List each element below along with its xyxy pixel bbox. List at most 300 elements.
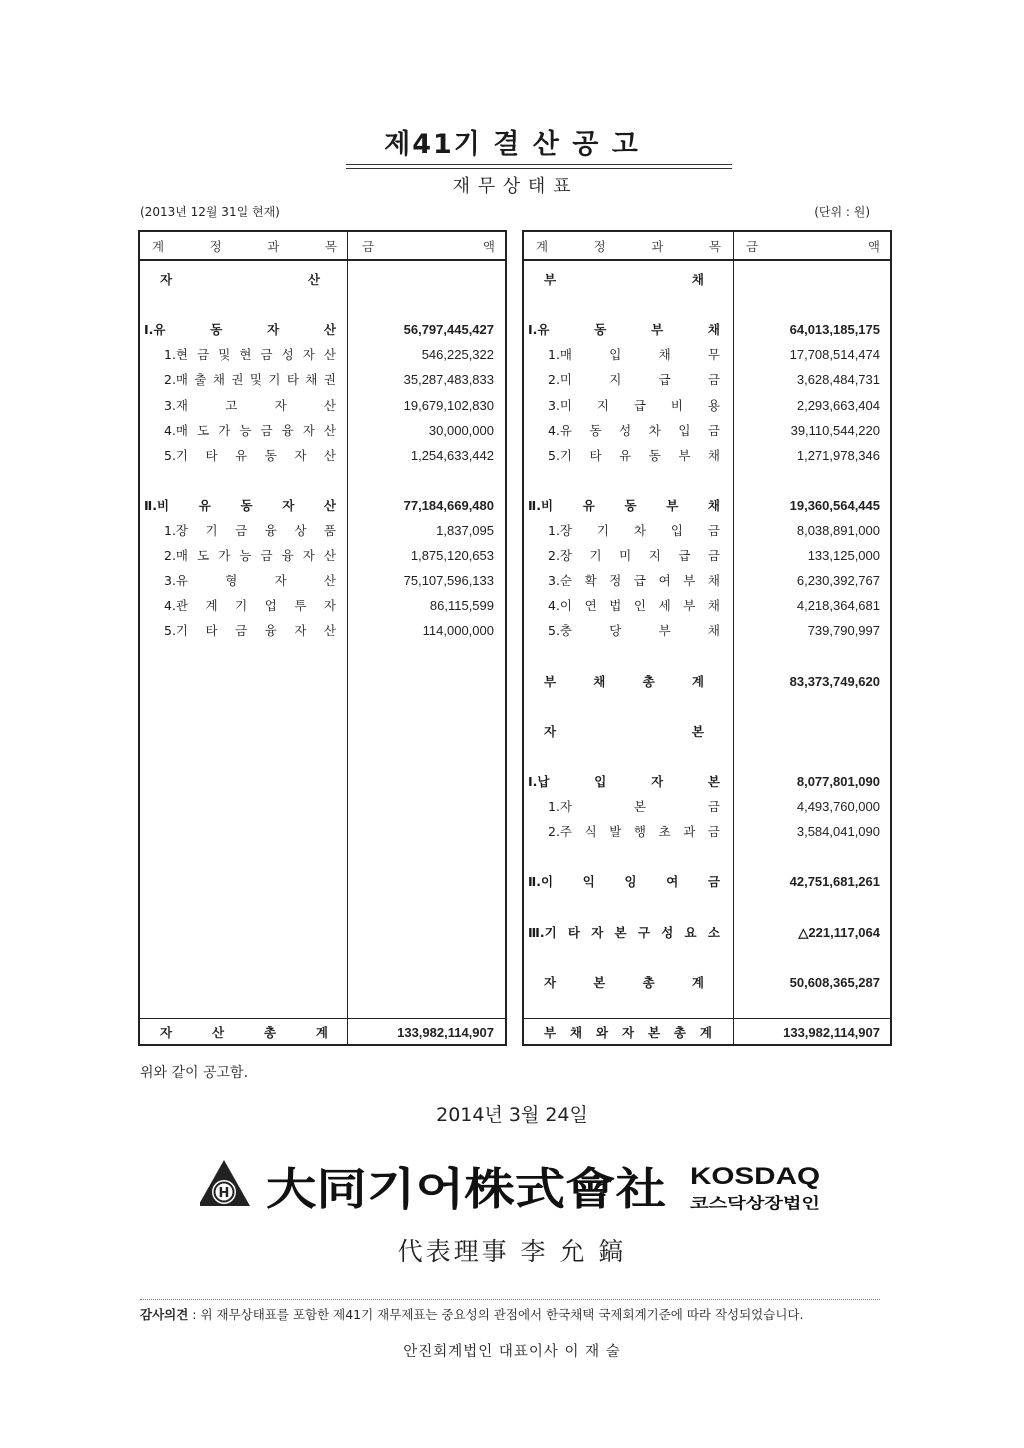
account-label-char: 과: [683, 824, 696, 840]
account-label-char: 차: [648, 422, 661, 438]
account-label-char: 산: [323, 447, 336, 463]
audit-opinion: [140, 1305, 803, 1323]
account-label-char: 자: [282, 497, 295, 513]
account-label-char: 본: [633, 799, 646, 815]
account-label-char: 요: [684, 924, 697, 940]
amount-cell: 56,797,445,427: [403, 322, 494, 338]
account-label-char: 동: [264, 447, 277, 463]
account-label-char: 계: [205, 598, 218, 614]
account-label: [144, 319, 336, 341]
account-label-char: 4.유: [548, 422, 573, 438]
account-label: [160, 269, 320, 291]
account-label-char: 채: [593, 673, 606, 689]
divider: [140, 1299, 880, 1300]
account-label-char: 급: [678, 548, 691, 564]
header-char: 액: [482, 239, 495, 254]
table-row: [524, 520, 890, 542]
table-row: [140, 545, 505, 567]
account-label-char: 기: [205, 523, 218, 538]
account-label: [164, 445, 336, 467]
account-label-char: 금: [197, 347, 210, 363]
table-row: [524, 545, 890, 567]
table-row: [524, 821, 890, 843]
account-label-char: 금: [260, 422, 273, 438]
amount-cell: 1,271,978,346: [796, 447, 880, 463]
account-label-char: 여: [658, 573, 671, 589]
account-label-char: 입: [594, 774, 607, 789]
account-label-char: 총: [263, 1025, 277, 1040]
account-label-char: 자: [621, 1025, 635, 1040]
account-label-char: 성: [281, 347, 294, 363]
header-account: [152, 237, 337, 255]
account-label-char: 도: [197, 548, 210, 564]
header-char: 금: [746, 239, 759, 254]
amount-cell: 546,225,322: [421, 347, 494, 363]
table-row: [140, 395, 505, 417]
table-row: [524, 871, 890, 893]
account-label: [544, 972, 704, 994]
account-label-char: 연: [584, 598, 597, 614]
account-label-char: 본: [593, 974, 606, 990]
account-label-char: 급: [633, 397, 646, 413]
account-label-char: 및: [249, 372, 262, 388]
account-label-char: 기: [589, 548, 602, 564]
account-label: [164, 420, 336, 442]
account-label-char: 융: [281, 548, 294, 564]
account-label-char: 자: [323, 598, 336, 614]
table-row: [524, 620, 890, 642]
account-label-char: 2.미: [548, 372, 573, 388]
account-label-char: 입: [678, 422, 691, 438]
table-row: [524, 1022, 890, 1044]
amount-cell: 86,115,599: [429, 598, 494, 614]
account-label-char: 현: [239, 347, 252, 363]
amount-cell: 1,875,120,653: [410, 548, 494, 564]
account-label-char: 타: [205, 447, 218, 463]
account-label-char: 부: [658, 623, 671, 639]
account-label-char: 4.관: [164, 598, 189, 614]
table-row: [524, 796, 890, 818]
account-label-char: 융: [264, 523, 277, 538]
account-label-char: 채: [658, 347, 671, 363]
account-label-char: 5.기: [164, 623, 189, 639]
account-label-char: 자: [294, 447, 307, 463]
amount-cell: 17,708,514,474: [789, 347, 880, 363]
account-label-char: 채: [707, 322, 720, 338]
account-label-char: 2.주: [548, 824, 573, 840]
account-label-char: 동: [624, 497, 637, 513]
account-label-char: 부: [683, 573, 696, 589]
account-label-char: 3.순: [548, 573, 573, 589]
header-char: 과: [651, 239, 664, 254]
account-label: [544, 721, 704, 743]
account-label: [548, 395, 720, 417]
account-label: [528, 771, 720, 793]
table-row: [524, 570, 890, 592]
account-label-char: 자: [302, 548, 315, 564]
account-label: [144, 495, 336, 517]
account-label-char: 1.현: [164, 347, 189, 363]
account-label-char: 유: [582, 497, 595, 513]
account-label: [548, 620, 720, 642]
account-label-char: 잉: [624, 874, 637, 890]
table-row: [524, 721, 890, 743]
account-label-char: 채: [707, 623, 720, 639]
account-label-char: 타: [205, 623, 218, 639]
account-label-char: 부: [544, 272, 557, 287]
account-label-char: 성: [661, 924, 674, 940]
account-label-char: 행: [633, 824, 646, 840]
table-row: [140, 520, 505, 542]
account-label-char: 산: [307, 272, 320, 287]
title-underline-2: [346, 168, 732, 169]
account-label-char: 기: [596, 523, 609, 538]
account-label-char: 업: [264, 598, 277, 614]
amount-cell: 739,790,997: [807, 623, 880, 639]
table-row: [524, 395, 890, 417]
account-label-char: 자: [302, 422, 315, 438]
account-label: [548, 570, 720, 592]
account-label-char: 자: [302, 347, 315, 363]
account-label: [548, 344, 720, 366]
account-label: [528, 922, 720, 944]
account-label-char: 유: [198, 497, 211, 513]
account-label-char: 식: [584, 824, 597, 840]
table-row: [524, 671, 890, 693]
account-label-char: 세: [658, 598, 671, 614]
header-char: 액: [867, 239, 880, 254]
table-row: [140, 319, 505, 341]
account-label-char: 타: [589, 447, 602, 463]
account-label-char: 무: [707, 347, 720, 363]
table-row: [524, 972, 890, 994]
amount-cell: 75,107,596,133: [403, 573, 494, 589]
table-row: [140, 570, 505, 592]
account-label: [164, 344, 336, 366]
amount-cell: 4,218,364,681: [796, 598, 880, 614]
account-label: [164, 369, 336, 391]
account-label: [164, 520, 336, 542]
account-label-char: Ⅰ.유: [528, 322, 550, 338]
account-label-char: 부: [544, 1025, 557, 1040]
account-label-char: 5.기: [164, 447, 189, 463]
account-label-char: 융: [281, 422, 294, 438]
account-label-char: 능: [239, 422, 252, 438]
table-row: [140, 269, 505, 291]
account-label-char: 계: [691, 673, 704, 689]
publication-date: 2014년 3월 24일: [436, 1104, 588, 1126]
account-label-char: Ⅲ.기: [528, 924, 557, 940]
account-label-char: 지: [609, 372, 622, 388]
account-label-char: 계: [691, 974, 704, 990]
amount-cell: 1,837,095: [436, 523, 494, 538]
header-amount: [746, 237, 880, 255]
account-label-char: 유: [235, 447, 248, 463]
account-label-char: 미: [619, 548, 632, 564]
account-label-char: 동: [648, 447, 661, 463]
account-label-char: 금: [235, 523, 248, 538]
amount-cell: 133,982,114,907: [783, 1025, 880, 1040]
account-label-char: 3.미: [548, 397, 573, 413]
account-label-char: 인: [633, 598, 646, 614]
account-label: [528, 319, 720, 341]
account-label-char: 가: [218, 422, 231, 438]
table-row: [140, 595, 505, 617]
account-label-char: 정: [609, 573, 622, 589]
account-label-char: 형: [225, 573, 238, 589]
account-label-char: 동: [210, 322, 223, 338]
account-label-char: 본: [647, 1025, 661, 1040]
account-label-char: 산: [323, 397, 336, 413]
page-title: 제41기 결 산 공 고: [384, 129, 640, 160]
table-row: [524, 771, 890, 793]
account-label: [548, 545, 720, 567]
account-label-char: 금: [707, 422, 720, 438]
account-label-char: 자: [160, 272, 173, 287]
account-label-char: 용: [707, 397, 720, 413]
account-label-char: 채: [569, 1025, 583, 1040]
account-label-char: 3.유: [164, 573, 189, 589]
title-underline: [346, 164, 732, 165]
account-label-char: 능: [239, 548, 252, 564]
account-label-char: 출: [194, 372, 207, 388]
account-label-char: 1.매: [548, 347, 573, 363]
account-label-char: 산: [211, 1025, 225, 1040]
account-label: [544, 671, 704, 693]
header-char: 금: [362, 239, 375, 254]
exchange-name: KOSDAQ: [690, 1163, 820, 1190]
account-label: [548, 420, 720, 442]
account-label-char: 금: [707, 523, 720, 538]
table-row: [524, 420, 890, 442]
header-char: 정: [209, 239, 222, 254]
account-label-char: 본: [614, 924, 627, 940]
account-label-char: 1.장: [548, 523, 573, 538]
account-label-char: 4.매: [164, 422, 189, 438]
account-label-char: 4.이: [548, 598, 573, 614]
auditor-name: 안진회계법인 대표이사 이 재 술: [403, 1344, 621, 1360]
table-row: [524, 595, 890, 617]
emblem-letter: H: [218, 1186, 230, 1201]
account-label-char: 채: [707, 598, 720, 614]
account-label-char: Ⅱ.이: [528, 874, 554, 890]
account-label-char: 익: [582, 874, 595, 890]
account-label-char: 자: [544, 974, 557, 990]
account-label-char: Ⅰ.유: [144, 322, 166, 338]
header-char: 계: [152, 239, 165, 254]
account-label-char: 계: [315, 1025, 328, 1040]
table-row: [524, 445, 890, 467]
account-label-char: 동: [240, 497, 253, 513]
account-label: [544, 1022, 712, 1044]
liabilities-table-header: [524, 232, 890, 261]
account-label-char: 자: [274, 397, 287, 413]
account-label-char: 산: [323, 347, 336, 363]
amount-cell: 30,000,000: [428, 422, 494, 438]
amount-cell: 35,287,483,833: [403, 372, 494, 388]
table-row: [140, 344, 505, 366]
account-label-char: 채: [707, 497, 720, 513]
statement-subtitle: 재 무 상 태 표: [452, 176, 572, 197]
company-name: 大同기어株式會社: [266, 1164, 666, 1215]
unit-note: (단위 : 원): [814, 205, 870, 219]
account-label-char: 투: [294, 598, 307, 614]
account-label: [548, 520, 720, 542]
amount-cell: 83,373,749,620: [789, 673, 880, 689]
account-label-char: 도: [197, 422, 210, 438]
account-label: [160, 1022, 328, 1044]
account-label-char: 당: [609, 623, 622, 639]
table-row: [524, 922, 890, 944]
ceo-signature: 代表理事 李 允 鎬: [397, 1237, 627, 1266]
date-note: (2013년 12월 31일 현재): [140, 205, 280, 219]
table-row: [140, 445, 505, 467]
table-row: [140, 369, 505, 391]
account-label-char: 발: [609, 824, 622, 840]
account-label-char: Ⅱ.비: [144, 497, 170, 513]
account-label: [164, 395, 336, 417]
account-label-char: 동: [589, 422, 602, 438]
account-label-char: 법: [609, 598, 622, 614]
account-label: [548, 595, 720, 617]
account-label-char: 자: [267, 322, 280, 338]
table-row: [524, 369, 890, 391]
table-row: [524, 344, 890, 366]
account-label: [544, 269, 704, 291]
account-label-char: 금: [707, 874, 720, 890]
account-label: [548, 821, 720, 843]
account-label-char: 구: [637, 924, 650, 940]
table-row: [524, 269, 890, 291]
account-label-char: 소: [707, 924, 720, 940]
account-label-char: 산: [323, 623, 336, 639]
account-label-char: 가: [218, 548, 231, 564]
account-label-char: 총: [673, 1025, 686, 1040]
account-label-char: 부: [678, 447, 691, 463]
account-label-char: 금: [707, 799, 720, 815]
account-label-char: 융: [264, 623, 277, 639]
account-label-char: 금: [707, 548, 720, 564]
audit-text: : 위 재무상태표를 포함한 제41기 재무제표는 중요성의 관점에서 한국채택 국제회계기준에 따라 작성되었습니다.: [188, 1307, 804, 1322]
account-label-char: 기: [268, 372, 281, 388]
account-label-char: 산: [323, 548, 336, 564]
account-label-char: 초: [658, 824, 671, 840]
amount-cell: 133,125,000: [807, 548, 880, 564]
amount-cell: 8,038,891,000: [796, 523, 880, 538]
header-char: 계: [536, 239, 549, 254]
liabilities-equity-table: [522, 230, 892, 1046]
account-label-char: Ⅰ.납: [528, 774, 550, 789]
table-row: [140, 495, 505, 517]
account-label-char: 금: [235, 623, 248, 639]
header-char: 목: [708, 239, 721, 254]
amount-cell: 6,230,392,767: [796, 573, 880, 589]
account-label-char: 총: [642, 974, 655, 990]
amount-cell: 1,254,633,442: [410, 447, 494, 463]
account-label-char: 확: [584, 573, 597, 589]
account-label-char: 입: [609, 347, 622, 363]
account-label: [528, 495, 720, 517]
account-label: [548, 369, 720, 391]
account-label-char: 자: [294, 623, 307, 639]
account-label-char: 권: [231, 372, 244, 388]
amount-cell: 8,077,801,090: [796, 774, 880, 789]
account-label-char: 채: [707, 447, 720, 463]
account-label-char: 기: [235, 598, 248, 614]
table-row: [140, 1022, 505, 1044]
listing-status: 코스닥상장법인: [688, 1194, 820, 1212]
account-label-char: 성: [619, 422, 632, 438]
table-row: [524, 319, 890, 341]
account-label-char: 자: [544, 723, 557, 739]
account-label-char: 산: [323, 573, 336, 589]
account-label-char: 급: [658, 372, 671, 388]
account-label-char: 채: [691, 272, 704, 287]
account-label-char: 5.충: [548, 623, 573, 639]
account-label-char: 산: [323, 322, 336, 338]
account-label: [164, 545, 336, 567]
table-row: [140, 420, 505, 442]
account-label-char: 자: [160, 1025, 173, 1040]
account-label-char: 산: [323, 497, 336, 513]
account-label-char: 지: [648, 548, 661, 564]
account-label-char: 금: [707, 824, 720, 840]
account-label: [548, 445, 720, 467]
account-label-char: 금: [707, 372, 720, 388]
account-label-char: 총: [642, 673, 655, 689]
account-label-char: 타: [567, 924, 580, 940]
account-label-char: 본: [707, 774, 720, 789]
header-char: 정: [593, 239, 606, 254]
account-label-char: 차: [633, 523, 646, 538]
account-label-char: 2.매: [164, 548, 189, 564]
account-label-char: 급: [633, 573, 646, 589]
account-label-char: 5.기: [548, 447, 573, 463]
table-row: [140, 620, 505, 642]
amount-cell: 4,493,760,000: [796, 799, 880, 815]
amount-cell: 64,013,185,175: [789, 322, 880, 338]
company-logo: [200, 1154, 830, 1216]
account-label: [164, 570, 336, 592]
amount-cell: 77,184,669,480: [403, 497, 494, 513]
account-label-char: 2.매: [164, 372, 189, 388]
table-row: [524, 495, 890, 517]
account-label-char: 채: [212, 372, 225, 388]
account-label-char: 고: [225, 397, 238, 413]
account-label: [164, 595, 336, 617]
account-label-char: 1.자: [548, 799, 573, 815]
amount-cell: △221,117,064: [798, 924, 880, 940]
account-label-char: 자: [651, 774, 664, 789]
amount-cell: 42,751,681,261: [789, 874, 880, 890]
header-char: 과: [267, 239, 280, 254]
account-label-char: 부: [683, 598, 696, 614]
account-label: [164, 620, 336, 642]
account-label-char: 본: [691, 723, 704, 739]
account-label-char: 2.장: [548, 548, 573, 564]
amount-cell: 114,000,000: [422, 623, 494, 639]
account-label-char: 동: [594, 322, 607, 338]
assets-table-header: [140, 232, 505, 261]
account-label-char: 채: [707, 573, 720, 589]
header-char: 목: [324, 239, 337, 254]
account-label-char: 1.장: [164, 523, 189, 538]
amount-cell: 3,628,484,731: [796, 372, 880, 388]
header-account: [536, 237, 721, 255]
account-label: [548, 796, 720, 818]
amount-cell: 133,982,114,907: [397, 1025, 494, 1040]
account-label-char: Ⅱ.비: [528, 497, 554, 513]
